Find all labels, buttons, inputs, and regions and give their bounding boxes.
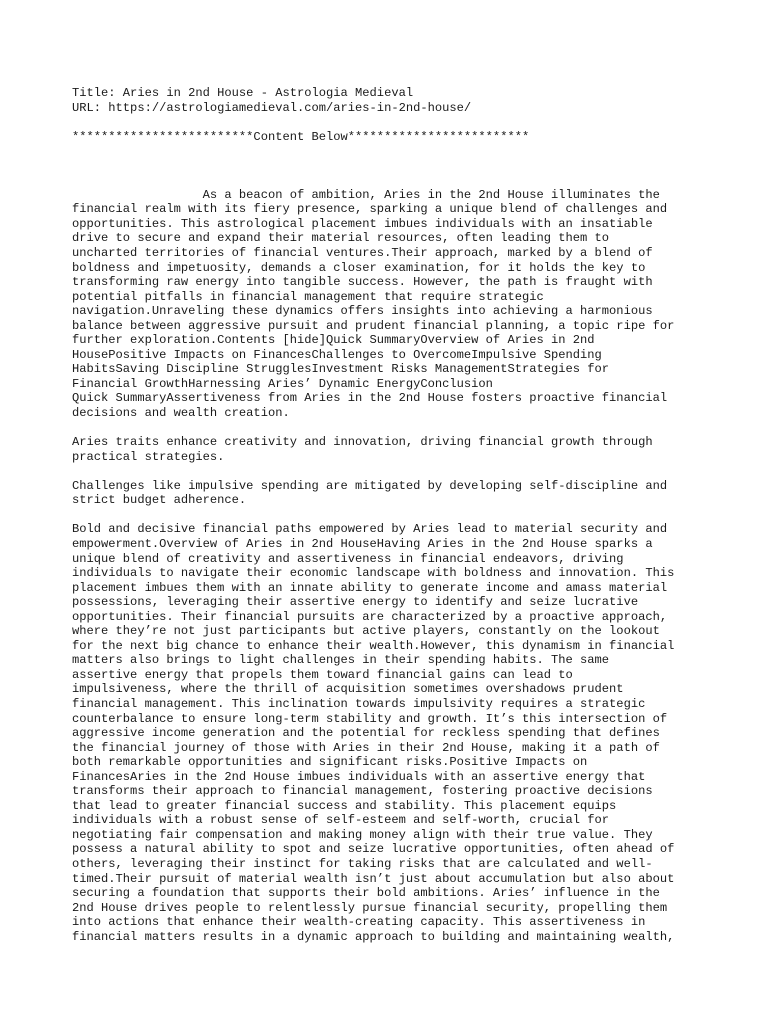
text-line: financial realm with its fiery presence, sparking a unique blend of challenges and — [72, 202, 668, 217]
paragraph-gap — [72, 421, 728, 436]
text-line: further exploration.Contents [hide]Quick SummaryOverview of Aries in 2nd — [72, 333, 595, 348]
text-line: negotiating fair compensation and making money align with their true value. They — [72, 827, 653, 842]
text-line: balance between aggressive pursuit and prudent financial planning, a topic ripe for — [72, 318, 675, 333]
text-line: FinancesAries in the 2nd House imbues individuals with an assertive energy that — [72, 769, 646, 784]
spacer — [72, 115, 728, 130]
text-line: the financial journey of those with Aries in their 2nd House, making it a path of — [72, 740, 660, 755]
text-line: individuals to navigate their economic landscape with boldness and innovation. This — [72, 566, 675, 581]
text-line: possessions, leveraging their assertive energy to identify and seize lucrative — [72, 595, 639, 610]
text-line: decisions and wealth creation. — [72, 406, 290, 421]
text-line: into actions that enhance their wealth-creating capacity. This assertiveness in — [72, 915, 646, 930]
text-line: placement imbues them with an innate ability to generate income and amass material — [72, 580, 668, 595]
text-line: drive to secure and expand their material resources, often leading them to — [72, 231, 610, 246]
text-line: boldness and impetuosity, demands a closer examination, for it holds the key to — [72, 260, 646, 275]
title-line: Title: Aries in 2nd House - Astrologia Medieval — [72, 86, 414, 100]
paragraph-gap — [72, 464, 728, 479]
text-line: opportunities. Their financial pursuits are characterized by a proactive approach, — [72, 609, 668, 624]
text-line: 2nd House drives people to relentlessly pursue financial security, propelling them — [72, 900, 668, 915]
spacer — [72, 173, 728, 188]
text-line: HousePositive Impacts on FinancesChallenges to OvercomeImpulsive Spending — [72, 347, 602, 362]
spacer — [72, 159, 728, 174]
text-line: individuals with a robust sense of self-esteem and self-worth, crucial for — [72, 813, 610, 828]
text-line: financial management. This inclination towards impulsivity requires a strategic — [72, 696, 646, 711]
text-line: for the next big chance to enhance their wealth.However, this dynamism in financial — [72, 638, 675, 653]
content-separator: *************************Content Below************************* — [72, 129, 530, 144]
text-line: unique blend of creativity and assertiveness in financial endeavors, driving — [72, 551, 624, 566]
text-line: navigation.Unraveling these dynamics offers insights into achieving a harmonious — [72, 304, 653, 319]
text-line: transforming raw energy into tangible success. However, the path is fraught with — [72, 275, 653, 290]
paragraph — [72, 479, 728, 508]
text-line: that lead to greater financial success and stability. This placement equips — [72, 798, 617, 813]
paragraph — [72, 188, 728, 421]
text-line: matters also brings to light challenges in their spending habits. The same — [72, 653, 610, 668]
text-line: potential pitfalls in financial management that require strategic — [72, 289, 544, 304]
text-line: strict budget adherence. — [72, 493, 247, 508]
text-line: both remarkable opportunities and significant risks.Positive Impacts on — [72, 755, 588, 770]
text-line: impulsiveness, where the thrill of acquisition sometimes overshadows prudent — [72, 682, 624, 697]
text-line: Quick SummaryAssertiveness from Aries in the 2nd House fosters proactive financial — [72, 391, 668, 406]
paragraph — [72, 522, 728, 944]
text-line: Challenges like impulsive spending are mitigated by developing self-discipline and — [72, 478, 668, 493]
text-line: assertive energy that propels them toward financial gains can lead to — [72, 667, 573, 682]
text-line: timed.Their pursuit of material wealth isn’t just about accumulation but also about — [72, 871, 675, 886]
text-line: securing a foundation that supports their bold ambitions. Aries’ influence in the — [72, 886, 660, 901]
text-line: opportunities. This astrological placement imbues individuals with an insatiable — [72, 216, 653, 231]
text-line: Bold and decisive financial paths empowered by Aries lead to material security and — [72, 522, 668, 537]
article-body — [72, 188, 728, 944]
text-line: empowerment.Overview of Aries in 2nd HouseHaving Aries in the 2nd House sparks a — [72, 536, 653, 551]
text-line: where they’re not just participants but active players, constantly on the lookout — [72, 624, 660, 639]
text-line: Financial GrowthHarnessing Aries’ Dynamic EnergyConclusion — [72, 376, 493, 391]
url-line: URL: https://astrologiamedieval.com/aries-in-2nd-house/ — [72, 100, 472, 115]
paragraph-gap — [72, 508, 728, 523]
text-line: financial matters results in a dynamic approach to building and maintaining wealth, — [72, 929, 675, 944]
text-line: uncharted territories of financial ventures.Their approach, marked by a blend of — [72, 246, 653, 261]
text-line: As a beacon of ambition, Aries in the 2nd House illuminates the — [72, 187, 660, 202]
text-line: possess a natural ability to spot and seize lucrative opportunities, often ahead of — [72, 842, 675, 857]
spacer — [72, 144, 728, 159]
text-line: counterbalance to ensure long-term stability and growth. It’s this intersection of — [72, 711, 668, 726]
text-line: aggressive income generation and the potential for reckless spending that defines — [72, 726, 660, 741]
text-line: transforms their approach to financial management, fostering proactive decisions — [72, 784, 653, 799]
text-line: HabitsSaving Discipline StrugglesInvestment Risks ManagementStrategies for — [72, 362, 610, 377]
text-line: practical strategies. — [72, 449, 225, 464]
text-line: others, leveraging their instinct for taking risks that are calculated and well- — [72, 856, 653, 871]
paragraph — [72, 435, 728, 464]
text-line: Aries traits enhance creativity and innovation, driving financial growth through — [72, 435, 653, 450]
